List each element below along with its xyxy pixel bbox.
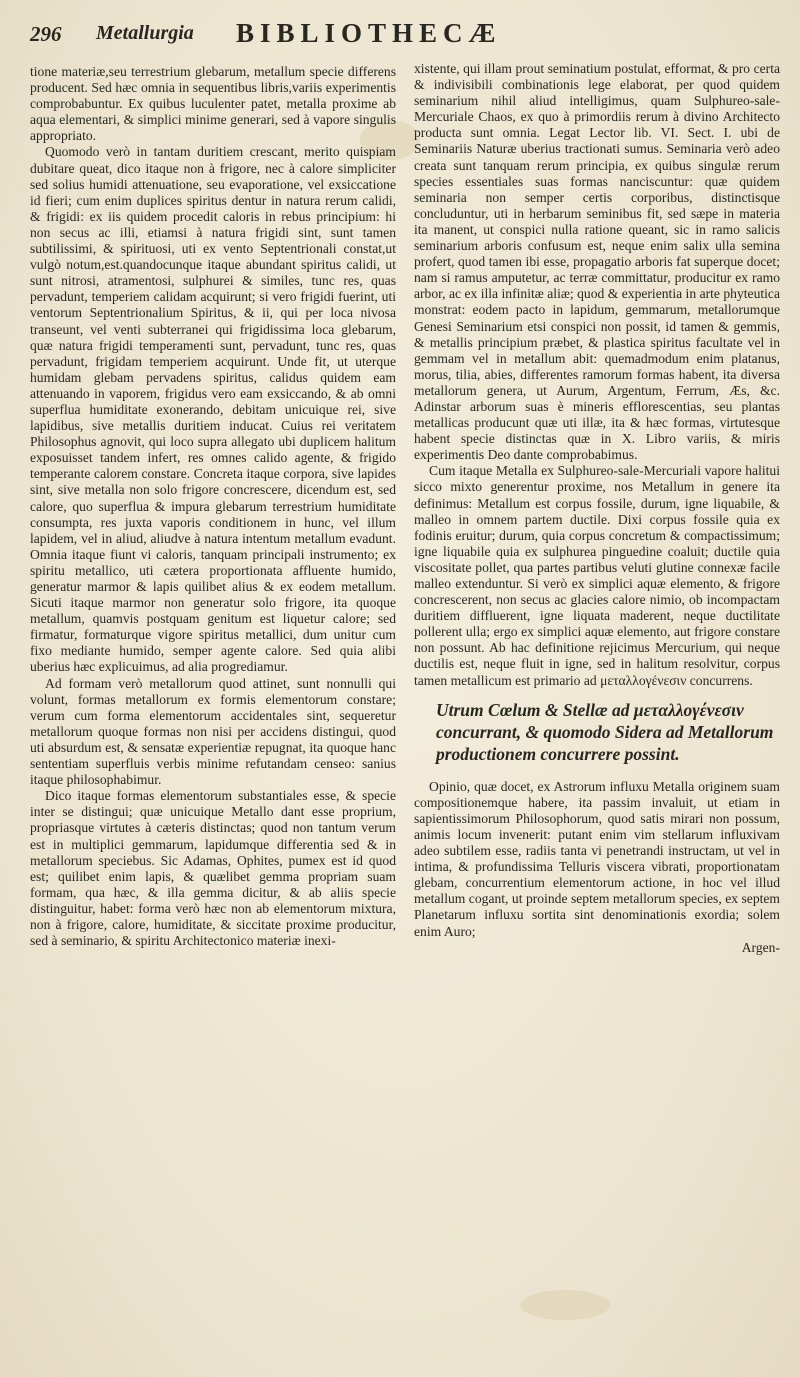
section-name: Metallurgia bbox=[96, 22, 194, 44]
page-header bbox=[0, 16, 800, 56]
catchword: Argen- bbox=[741, 939, 780, 955]
page-number: 296 bbox=[30, 22, 62, 46]
right-column bbox=[414, 61, 780, 956]
paragraph: Ad formam verò metallorum quod attinet, sunt nonnulli qui volunt, formas metallorum ex formis elementorum constare; verum cum forma elementorum accidentales sint, sequeretur metallorum quoque formas non nisi per accidens distingui, quod uti absurdum est, & sensatæ experientiæ repugnat, ita quoque hanc sententiam superfluis verbis minime refutandam censeo: sanius itaque philosophabimur. bbox=[30, 675, 396, 788]
left-column bbox=[30, 64, 396, 949]
paragraph: Cum itaque Metalla ex Sulphureo-sale-Mercuriali vapore halitui sicco mixto generentur proxime, nos Metallum in genere ita definimus: Metallum est corpus fossile, durum, igne liquabile, & malleo in omnem partem ductile. Dixi corpus fossile quia ex fodinis eruitur; durum, quia corpus concretum & compactissimum; igne liquabile quia ex sulphurea pinguedine coaluit; ductile quia viscositate pollet, qua partes partibus veluti glutine connexæ facile malleo extenduntur. Si verò ex simplici aquæ elemento, & frigore concrescerent, non secus ac glacies calore nimio, ob incompactam duritiem diffluerent, igne liquata maderent, neque ductilitate pollerent ulla; ergo ex simplici aquæ elemento, aut frigore constare non possunt. Ab hac definitione rejicimus Mercurium, qui neque ductilis est, neque fluit in igne, sed in halitum resolvitur, corpus tamen metallicum est primario ad μεταλλογένεσιν concurrens. bbox=[414, 463, 780, 688]
paper-stain bbox=[520, 1290, 610, 1320]
paragraph: xistente, qui illam prout seminatium postulat, efformat, & pro certa & indivisibili combinationis lege elaborat, per quod quidem seminarium nihil aliud intelligimus, quam Sulphureo-sale-Mercuriale Chaos, ex quo à primordiis rerum à divino Architecto producta sunt omnia. Legat Lector lib. VI. Sect. I. ubi de Seminariis Naturæ uberius tractionati sumus. Seminaria verò adeo creata sunt tanquam rerum principia, ex quibus singulæ rerum species essentiales suas formas nanciscuntur: quæ quidem seminaria non semper certis corporibus, distinctisque concluduntur, uti in herbarum seminibus fit, sed sæpe in materia ita manent, ut conspici nulla ratione queant, sic in ramo salicis seminarium arboris confusum est, neque enim salix ulla semina profert, quod tamen ibi esse, propagatio arboris fat superque docet; nam si ramus amputetur, ac terræ committatur, producitur ex ramo arbor, ac ex illa infinitæ aliæ; quod & experientia in arte phyteutica monstrat: eodem pacto in lapidum, gemmarum, metallorumque Genesi Seminarium etsi conspici non possit, id tamen & gemmis, & metallis principium præbet, & plastica spiritus facultate vel in gemmam vel in metallum abit: quemadmodum enim platanus, morus, tilia, abies, differentes ramorum formas habent, ita diversa metallorum genera, ut Aurum, Argentum, Ferrum, Æs, &c. Adinstar arborum suas è mineris efflorescentias, seu plantas metallicas producunt quæ uti illæ, ita & hæc formas, virtutesque habent specie distinctas quæ in X. Libro variis, & miris experimentis Deo dante comprobabimus. bbox=[414, 61, 780, 463]
paragraph: tione materiæ,seu terrestrium glebarum, metallum specie differens producent. Sed hæc omnia in sequentibus libris,variis experimentis comprobabuntur. Ex quibus luculenter patet, metalla proxime ab aqua elementari, & simplici minime generari, sed à vapore singulis appropriato. bbox=[30, 64, 396, 144]
section-heading: Utrum Cœlum & Stellæ ad μεταλλογένεσιν concurrant, & quomodo Sidera ad Metallorum productionem concurrere possint. bbox=[436, 699, 774, 764]
paragraph: Opinio, quæ docet, ex Astrorum influxu Metalla originem suam compositionemque habere, ita passim invaluit, ut etiam in sapientissimorum Philosophorum, quod satis mirari non possum, animis locum invenerit: putant enim vim stellarum influxivam adeo subtilem esse, radiis tanta vi penetrandi instructam, ut vel in intima, & profundissima Telluris viscera vibrati, proportionatam glebam, concurrentium elementorum actione, in hoc vel illud metallum cogant, ut proinde septem metallorum species, ex septem Planetarum influxu sortita sint denominationis exordia; solem enim Auro; bbox=[414, 778, 780, 939]
paragraph: Quomodo verò in tantam duritiem crescant, merito quispiam dubitare queat, dico itaque non à frigore, nec à calore simpliciter sed solius humidi attenuatione, seu evaporatione, vel exsiccatione id fieri; cum enim duplices spiritus dentur in natura rerum calidi, & frigidi: ex iis quidem procedit caloris in rebus principium: hi non secus ac illi, etiamsi à natura frigidi sint, sunt tamen subtilissimi, & spirituosi, uti ex vento Septentrionali constat,ut vulgò notum,est.quandocunque itaque abundant spiritus calidi, ut sunt nitrosi, atramentosi, sulphurei & similes, tunc res, quas pervadunt, temperiem calidam acquirunt; si vero frigidi fuerint, uti ventorum Septentrionalium Spiritus, & ii, qui per loca nivosa transeunt, vel venti subterranei qui frigidissima loca glebarum, quæ natura frigidi temperamenti sunt, pervadunt, tunc res, quas pervadunt, frigidam temperiem acquirunt. Unde fit, ut uterque humidam glebam pervadens spiritus, calidus quidem eam attenuando in vaporem, frigidus vero eam exsiccando, & ab omni superflua humiditate exonerando, debitam unicuique rei, sive lapidibus, sive metallis duritiem inducat. Cuius rei veritatem Philosophus agnovit, qui loco supra allegato ubi duplicem halitum exposuisset tandem infert, res omnes calido agente, & frigido temperante calorem constare. Concreta itaque corpora, sive lapides sint, sive metalla non solo frigore concrescere, dicendum est, sed calore, quo superflua & impura glebarum terrestrium humiditate consumpta, res juxta vaporis conditionem in hunc, vel illum lapidem, vel in aliud, aliudve à natura intentum metallum evadunt. Omnia itaque fiunt vi caloris, tanquam principali instrumento; ex spiritu metallico, uti cætera proportionata affluente humido, generatur marmor & lapis quilibet alius & ex eodem metallum. Sicuti itaque marmor non generatur solo frigore, ita quoque metallum, quamvis postquam genitum est liquetur calore; sed firmatur, formaturque vigore spiritus metallici, dum unitur cum fixo mediante humido, semper agente calore. Sed quia alibi uberius hæc explicuimus, ad alia progrediamur. bbox=[30, 144, 396, 675]
paragraph: Dico itaque formas elementorum substantiales esse, & specie inter se distingui; quæ unicuique Metallo dant esse proprium, propriasque virtutes à cæteris distinctas; quod non tantum verum est in multiplici gemmarum, lapidumque differentia sed & in metallorum speciebus. Sic Adamas, Ophites, pumex est id quod est; quilibet enim lapis, & quælibet gemma propriam suam formam, qua hæc, & illa gemma dicitur, & ab aliis specie distinguitur, habet: forma verò hæc non ab elementorum mixtura, non à frigore, calore, humiditate, & siccitate proxime producitur, sed à seminario, & spiritu Architectonico materiæ inexi- bbox=[30, 788, 396, 949]
running-title: BIBLIOTHECÆ bbox=[236, 18, 502, 48]
